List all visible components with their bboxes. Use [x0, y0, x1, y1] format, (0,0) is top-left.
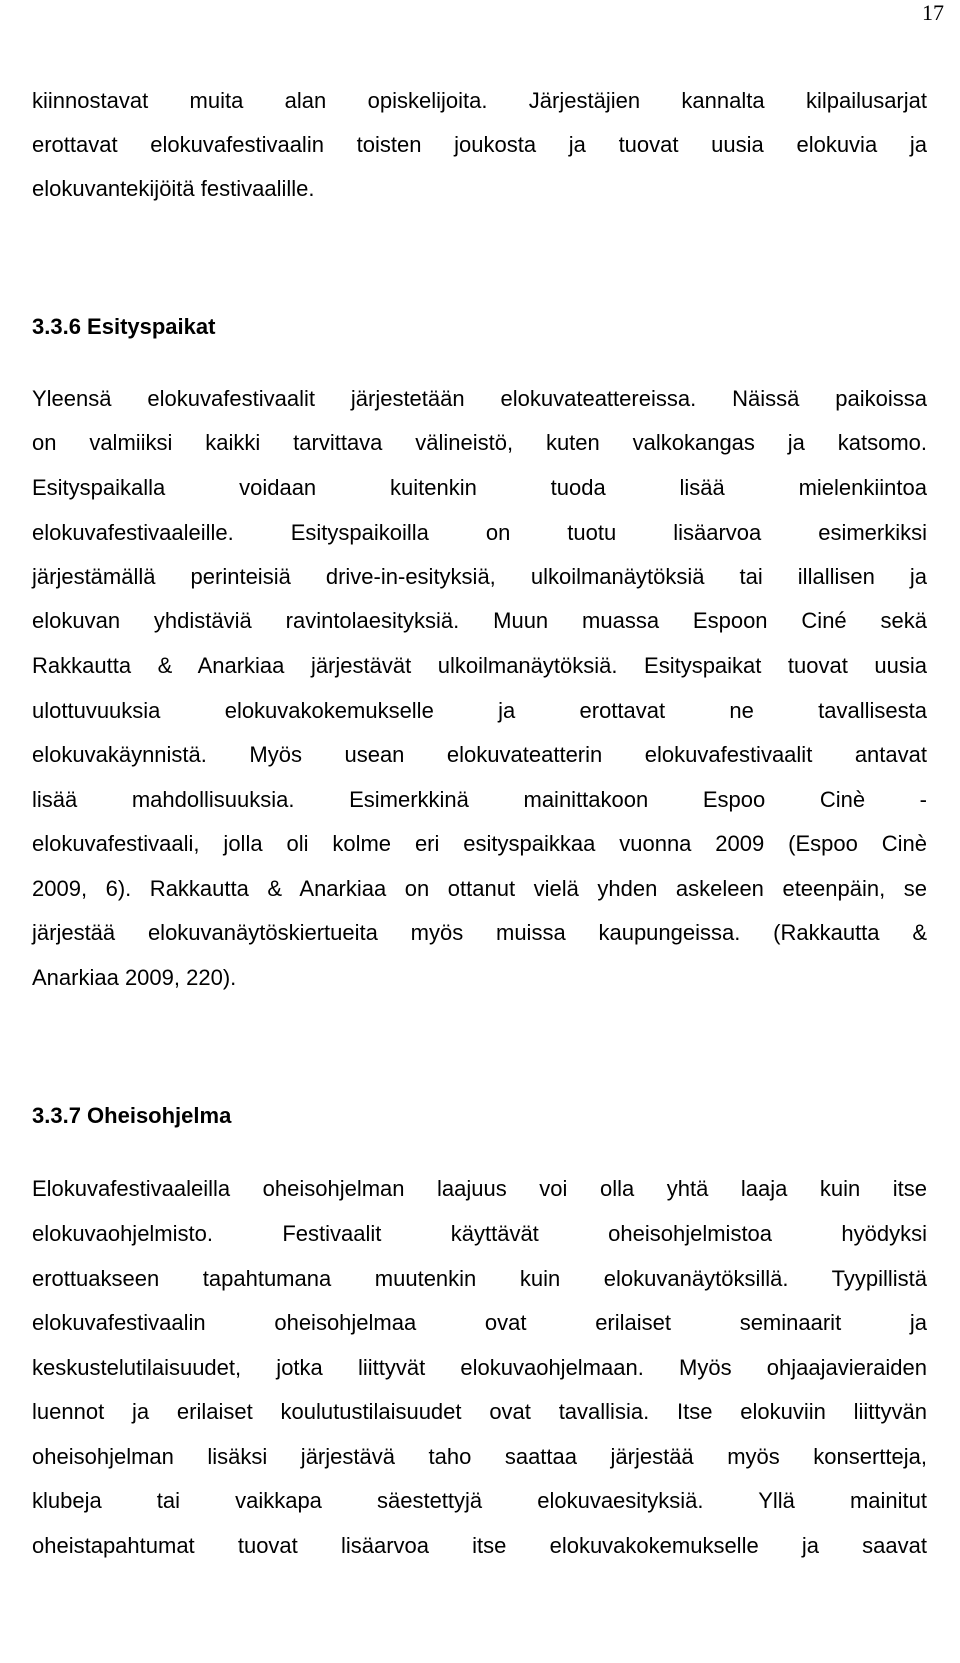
page-number: 17 [922, 0, 944, 25]
text-line: järjestämällä perinteisiä drive-in-esityksiä, ulkoilmanäytöksiä tai illallisen ja [32, 564, 927, 589]
text-line: luennot ja erilaiset koulutustilaisuudet ovat tavallisia. Itse elokuviin liittyvän [32, 1399, 927, 1424]
text-line: elokuvaohjelmisto. Festivaalit käyttävät oheisohjelmistoa hyödyksi [32, 1221, 927, 1246]
text-line: Rakkautta & Anarkiaa järjestävät ulkoilmanäytöksiä. Esityspaikat tuovat uusia [32, 653, 927, 678]
section-heading-3-3-7: 3.3.7 Oheisohjelma [32, 1103, 232, 1128]
text-line: lisää mahdollisuuksia. Esimerkkinä mainittakoon Espoo Cinè - [32, 787, 927, 812]
text-line: elokuvafestivaalin oheisohjelmaa ovat erilaiset seminaarit ja [32, 1310, 927, 1335]
text-line: oheistapahtumat tuovat lisäarvoa itse elokuvakokemukselle ja saavat [32, 1533, 927, 1558]
text-line: elokuvan yhdistäviä ravintolaesityksiä. Muun muassa Espoon Ciné sekä [32, 608, 927, 633]
text-line: elokuvafestivaali, jolla oli kolme eri esityspaikkaa vuonna 2009 (Espoo Cinè [32, 831, 927, 856]
text-line: Elokuvafestivaaleilla oheisohjelman laajuus voi olla yhtä laaja kuin itse [32, 1176, 927, 1201]
text-line: elokuvafestivaaleille. Esityspaikoilla on tuotu lisäarvoa esimerkiksi [32, 520, 927, 545]
text-line: elokuvantekijöitä festivaalille. [32, 176, 315, 201]
text-line: keskustelutilaisuudet, jotka liittyvät elokuvaohjelmaan. Myös ohjaajavieraiden [32, 1355, 927, 1380]
text-line: järjestää elokuvanäytöskiertueita myös muissa kaupungeissa. (Rakkautta & [32, 920, 927, 945]
text-line: kiinnostavat muita alan opiskelijoita. Järjestäjien kannalta kilpailusarjat [32, 88, 927, 113]
text-line: on valmiiksi kaikki tarvittava välineistö, kuten valkokangas ja katsomo. [32, 430, 927, 455]
text-line: erottavat elokuvafestivaalin toisten joukosta ja tuovat uusia elokuvia ja [32, 132, 927, 157]
text-line: ulottuvuuksia elokuvakokemukselle ja erottavat ne tavallisesta [32, 698, 927, 723]
text-line: Esityspaikalla voidaan kuitenkin tuoda lisää mielenkiintoa [32, 475, 927, 500]
text-line: Yleensä elokuvafestivaalit järjestetään elokuvateattereissa. Näissä paikoissa [32, 386, 927, 411]
text-line: erottuakseen tapahtumana muutenkin kuin elokuvanäytöksillä. Tyypillistä [32, 1266, 927, 1291]
section-heading-3-3-6: 3.3.6 Esityspaikat [32, 314, 216, 339]
text-line: oheisohjelman lisäksi järjestävä taho saattaa järjestää myös konsertteja, [32, 1444, 927, 1469]
text-line: elokuvakäynnistä. Myös usean elokuvateatterin elokuvafestivaalit antavat [32, 742, 927, 767]
text-line: Anarkiaa 2009, 220). [32, 965, 237, 990]
text-line: 2009, 6). Rakkautta & Anarkiaa on ottanut vielä yhden askeleen eteenpäin, se [32, 876, 927, 901]
text-line: klubeja tai vaikkapa säestettyjä elokuvaesityksiä. Yllä mainitut [32, 1488, 927, 1513]
